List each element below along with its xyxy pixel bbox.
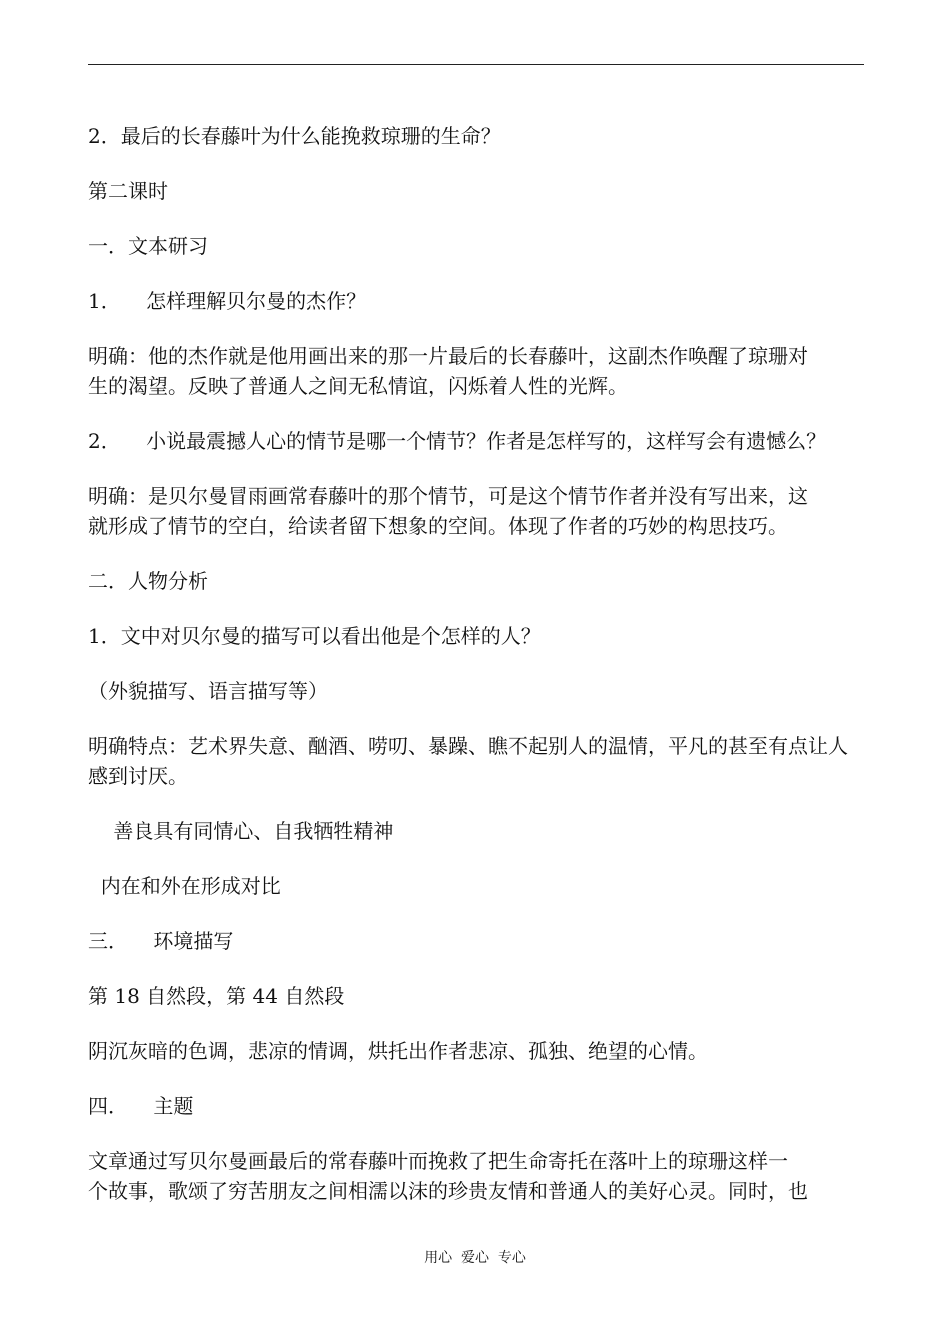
description-note: （外貌描写、语言描写等） <box>88 679 328 703</box>
page-footer: 用心 爱心 专心 <box>424 1250 526 1266</box>
section-2-heading: 二．人物分析 <box>88 569 208 593</box>
answer-2-line-2: 就形成了情节的空白，给读者留下想象的空间。体现了作者的巧妙的构思技巧。 <box>88 514 788 538</box>
character-question: 1．文中对贝尔曼的描写可以看出他是个怎样的人？ <box>88 624 541 648</box>
header-rule <box>88 64 864 65</box>
environment-analysis: 阴沉灰暗的色调，悲凉的情调，烘托出作者悲凉、孤独、绝望的心情。 <box>88 1039 708 1063</box>
section-4-heading: 四． 主题 <box>88 1094 194 1118</box>
traits-line-1: 明确特点：艺术界失意、酗酒、唠叨、暴躁、瞧不起别人的温情，平凡的甚至有点让人 <box>88 734 848 758</box>
question-2-last-leaf: 2．最后的长春藤叶为什么能挽救琼珊的生命？ <box>88 124 501 148</box>
theme-line-1: 文章通过写贝尔曼画最后的常春藤叶而挽救了把生命寄托在落叶上的琼珊这样一 <box>88 1149 788 1173</box>
paragraph-reference: 第 18 自然段，第 44 自然段 <box>88 984 345 1008</box>
traits-line-2: 感到讨厌。 <box>88 764 188 788</box>
section-3-heading: 三． 环境描写 <box>88 929 234 953</box>
answer-1-line-2: 生的渴望。反映了普通人之间无私情谊，闪烁着人性的光辉。 <box>88 374 628 398</box>
item-1-question: 1． 怎样理解贝尔曼的杰作？ <box>88 289 367 313</box>
section-1-heading: 一．文本研习 <box>88 234 208 258</box>
second-lesson-heading: 第二课时 <box>88 179 168 203</box>
kindness-line: 善良具有同情心、自我牺牲精神 <box>88 819 394 843</box>
item-2-question: 2． 小说最震撼人心的情节是哪一个情节？作者是怎样写的，这样写会有遗憾么？ <box>88 429 827 453</box>
contrast-line: 内在和外在形成对比 <box>88 874 281 898</box>
answer-1-line-1: 明确：他的杰作就是他用画出来的那一片最后的长春藤叶，这副杰作唤醒了琼珊对 <box>88 344 808 368</box>
theme-line-2: 个故事，歌颂了穷苦朋友之间相濡以沫的珍贵友情和普通人的美好心灵。同时，也 <box>88 1179 808 1203</box>
answer-2-line-1: 明确：是贝尔曼冒雨画常春藤叶的那个情节，可是这个情节作者并没有写出来，这 <box>88 484 808 508</box>
